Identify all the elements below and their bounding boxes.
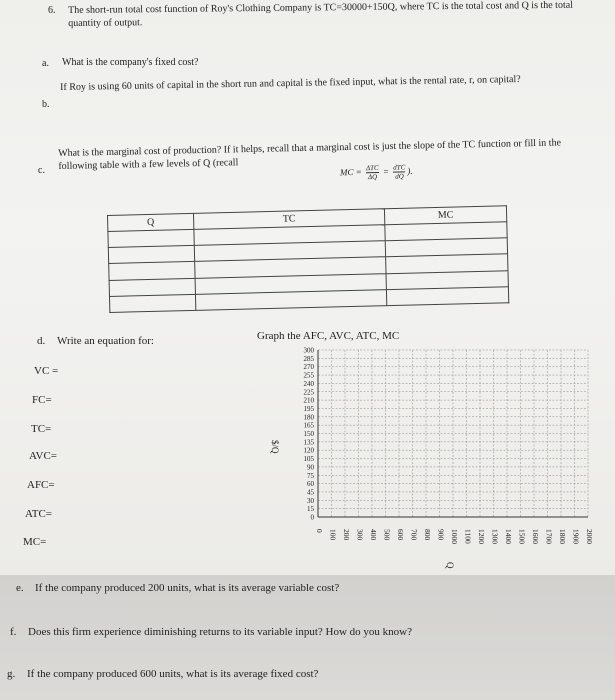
mc-prefix: MC = [339, 166, 362, 178]
header-q: Q [108, 213, 194, 231]
y-tick-label: 0 [310, 513, 314, 522]
y-axis-label: $/Q [270, 440, 280, 454]
x-tick-label: 1100 [463, 529, 473, 544]
d-q: dQ [395, 172, 404, 181]
y-tick-label: 225 [303, 388, 314, 397]
y-tick-label: 60 [307, 480, 314, 489]
x-tick-label: 1600 [531, 529, 540, 544]
mc-close: ). [407, 165, 413, 176]
header-mc: MC [384, 206, 506, 225]
part-e-text: If the company produced 200 units, what is its average variable cost? [35, 582, 340, 594]
x-tick-label: 1000 [450, 529, 459, 544]
delta-tc: ΔTC [365, 163, 379, 173]
x-tick-label: 200 [342, 529, 351, 541]
part-d-text: Write an equation for: [57, 335, 154, 347]
part-g-letter: g. [7, 668, 16, 680]
part-a-text: What is the company's fixed cost? [62, 57, 199, 68]
chart-title: Graph the AFC, AVC, ATC, MC [257, 330, 400, 342]
y-tick-label: 75 [307, 471, 314, 480]
eq-fc: FC= [32, 394, 52, 406]
y-tick-label: 165 [303, 421, 314, 430]
question-number: 6. [48, 5, 56, 16]
eq-avc: AVC= [29, 450, 58, 462]
part-g-text: If the company produced 600 units, what is its average fixed cost? [27, 668, 319, 680]
mc-equals: = [382, 166, 390, 177]
part-e-letter: e. [16, 582, 24, 594]
x-tick-label: 1400 [504, 529, 513, 544]
x-tick-label: 700 [409, 529, 419, 541]
x-tick-label: 1300 [490, 529, 500, 544]
x-tick-label: 1700 [544, 529, 554, 544]
delta-q: ΔQ [367, 172, 378, 182]
eq-tc: TC= [31, 423, 52, 435]
part-d-letter: d. [37, 335, 46, 347]
x-tick-label: 1200 [477, 529, 486, 544]
y-tick-label: 270 [303, 363, 314, 372]
eq-vc: VC = [34, 365, 59, 377]
x-tick-label: 1500 [517, 529, 527, 544]
x-tick-label: 900 [436, 529, 446, 541]
y-tick-label: 285 [303, 354, 314, 363]
eq-mc: MC= [23, 536, 47, 548]
x-axis-label: Q [445, 562, 455, 569]
y-tick-label: 135 [303, 438, 314, 447]
x-tick-label: 2000 [585, 529, 594, 544]
x-tick-label: 800 [423, 529, 432, 541]
header-tc: TC [193, 209, 384, 230]
question-intro: The short-run total cost function of Roy's Clothing Company is TC=30000+150Q, where TC is the total cost and Q is the total quantity of output. [68, 0, 573, 29]
x-tick-label: 500 [382, 529, 392, 541]
part-f-text: Does this firm experience diminishing returns to its variable input? How do you know? [28, 626, 413, 638]
y-tick-label: 195 [303, 404, 314, 413]
eq-atc: ATC= [25, 508, 52, 520]
part-b-letter: b. [42, 99, 50, 110]
y-tick-label: 180 [303, 413, 314, 422]
part-c-letter: c. [38, 165, 45, 176]
y-tick-label: 300 [303, 346, 314, 355]
part-f-letter: f. [10, 626, 17, 638]
x-tick-label: 0 [315, 529, 324, 533]
eq-afc: AFC= [27, 479, 55, 491]
part-c-text: What is the marginal cost of production? If it helps, recall that a marginal cost is just the slope of the TC function or fill in the following table with a few levels of Q (recall [58, 137, 562, 172]
y-tick-label: 90 [307, 463, 314, 472]
y-tick-label: 150 [303, 430, 314, 438]
y-tick-label: 255 [303, 371, 314, 380]
y-tick-label: 30 [307, 496, 314, 505]
y-tick-label: 105 [303, 455, 314, 464]
y-tick-label: 15 [307, 505, 314, 514]
x-tick-label: 300 [355, 529, 365, 541]
x-tick-label: 1800 [558, 529, 567, 544]
y-tick-label: 210 [303, 396, 314, 405]
y-tick-label: 240 [303, 379, 314, 388]
y-tick-label: 120 [303, 446, 314, 455]
x-tick-label: 600 [396, 529, 405, 541]
d-tc: dTC [393, 163, 406, 172]
x-tick-label: 1900 [571, 529, 581, 544]
part-b-text: If Roy is using 60 units of capital in the short run and capital is the fixed input, what is the rental rate, r, on capital? [60, 73, 521, 93]
x-tick-label: 100 [328, 529, 338, 541]
y-tick-label: 45 [307, 488, 314, 497]
part-a-letter: a. [42, 58, 49, 69]
x-tick-label: 400 [369, 529, 378, 541]
